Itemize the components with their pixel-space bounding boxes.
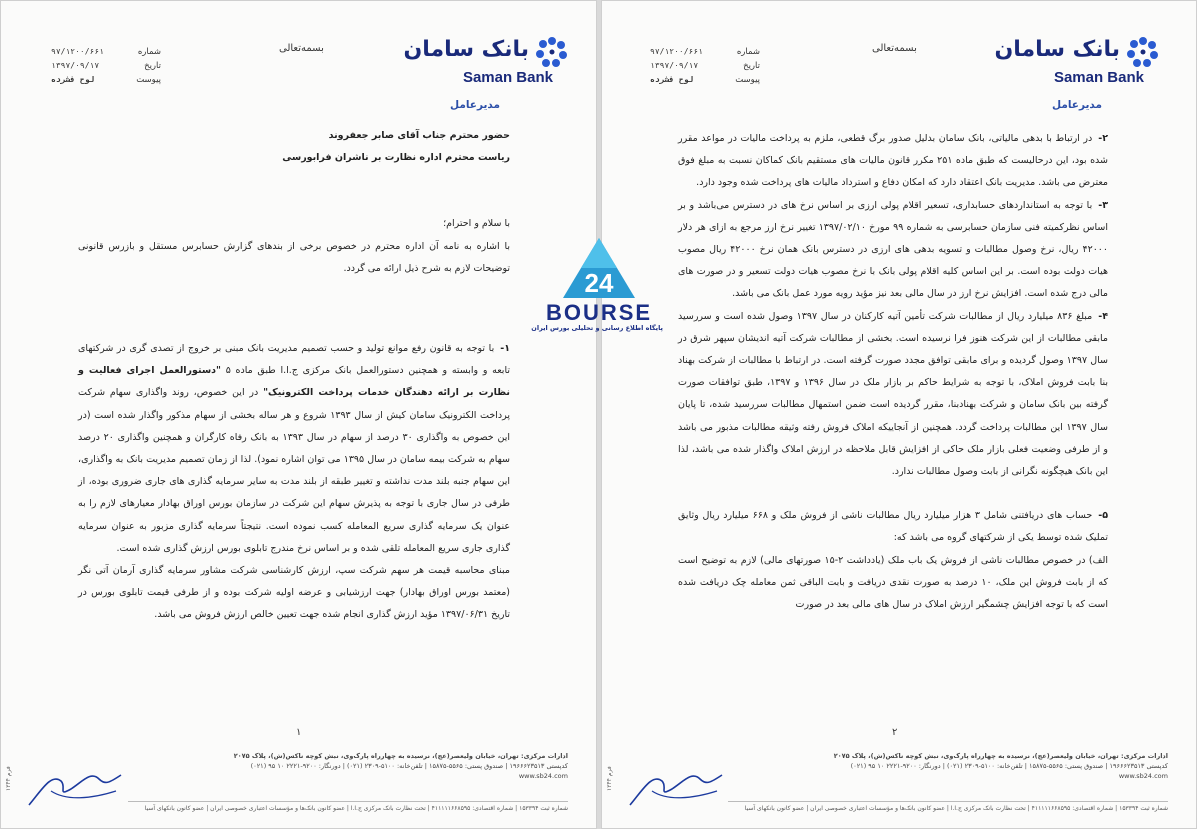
item-text: در این خصوص، روند واگذاری سهام شرکت پرداخت الکترونیک سامان کیش از سال ۱۳۹۳ شروع و هر ساله بخشی از سهام مذکور واگذار شده است (در این خصوص به واگذاری ۳۰ درصد از سهام در سال ۱۳۹۳ به بانک رفاه کارگران و همچنین واگذاری ۲۰ درصد سهام به شرکت بیمه سامان در سال ۱۳۹۵ می توان اشاره نمود). لذا از زمان تصمیم مدیریت بانک به واگذاری، این سهام جنبه بلند مدت نداشته و تغییر طبقه از بلند مدت به سایر سرمایه گذاری های جاری ضروری بوده، از طرفی در سال جاری با توجه به پذیرش سهام این شرکت در سازمان بورس اوراق بهادار معیارهای لازم را به عنوان یک سرمایه گذاری سریع المعامله کسب نموده است. نتیجتاً سرمایه گذاری مزبور به عنوان سرمایه گذاری جاری سریع المعامله تلقی شده و بر اساس نرخ مندرج تابلوی بورس ارزش گذاری شده است.: [78, 387, 510, 554]
bank-name-en: Saman Bank: [1053, 69, 1144, 86]
footer-contact: کدپستی ۱۹۶۶۶۲۳۵۱۳ | صندوق پستی: ۵۵۶۵-۱۵۸۷۵ | تلفن‌خانه: ۵۱۰۰-۲۳۰۹ (۰۲۱) | دورنگار: ۹۲۰۰-۲۲۲۱ ۱۰ ۹۵ (۰۲۱): [250, 762, 568, 770]
letter-meta: [51, 45, 161, 87]
letter-page-2: [601, 0, 1197, 829]
letter-attachment: لوح فشرده: [650, 75, 694, 84]
watermark-word: BOURSE: [545, 300, 653, 325]
item-number: ۵-: [1098, 510, 1108, 522]
item-text: با توجه به استانداردهای حسابداری، تسعیر اقلام پولی ارزی بر اساس نرخ های در دسترس می‌باشد و بر اساس نظرکمیته فنی سازمان حسابرسی به شماره ۹۹ مورخ ۱۳۹۷/۰۲/۱۰ تغییر نرخ ارز مرجع به ازای هر دلار ۴۲۰۰۰ ریال، نرخ وصول مطالبات و تسویه بدهی های ارزی در دسترس بانک همان نرخ ۴۲۰۰۰ ریال مصوب هیات دولت بوده است. بر این اساس کلیه اقلام پولی بانک با نرخ مصوب هیات دولت تسعیر و در صورت های مالی درج شده است. افزایش نرخ ارز در سال مالی بعد نیز مؤید رویه مورد عمل بانک می باشد.: [678, 199, 1108, 300]
page-number: ۱: [296, 727, 302, 738]
item-text: مبلغ ۸۳۶ میلیارد ریال از مطالبات شرکت تأمین آتیه کارکنان در سال ۱۳۹۷ وصول شده است و سررسید مابقی مطالبات از این شرکت هنوز فرا نرسیده است. بخشی از مطالبات شرکت آتیه اندیشان سپهر شرق در سال ۱۳۹۷ وصول گردیده و برای مابقی توافق مجدد صورت گرفته است. در ارتباط با مطالبات از شرکت بهناد بنا بابت فروش املاک، با توجه به شرایط حاکم بر بازار ملک در سال ۱۳۹۶ و ۱۳۹۷، طبق توافقات صورت گرفته بین بانک سامان و شرکت بهنادبنا، مقرر گردیده است ضمن استمهال مطالبات سررسید شده، تا پایان سال ۱۳۹۷ این مطالبات پرداخت گردد. همچنین از آنجاییکه املاک فروش رفته وثیقه مطالبات مذبور می باشد و از طرفی وضعیت فعلی بازار ملک حاکی از افزایش قابل ملاحظه در ارزش املاک واگذار شده می باشد، لذا این بانک هیچگونه نگرانی از بابت وصول مطالبات ندارد.: [678, 310, 1108, 478]
list-item-1: [78, 338, 510, 560]
number-label: شماره: [736, 47, 760, 57]
item-text: حساب های دریافتنی شامل ۳ هزار میلیارد ریال مطالبات ناشی از فروش ملک و ۶۶۸ میلیارد ریال وثایق تملیک شده توسط یکی از شرکتهای گروه می باشد که:: [678, 510, 1108, 544]
item-text: با توجه به قانون رفع موانع تولید و حسب تصمیم مدیریت بانک مبنی بر خروج از تصدی گری در شرکتهای تابعه و وابسته و همچنین دستورالعمل بانک مرکزی ج.ا.ا طبق ماده ۵: [78, 343, 510, 377]
footer-address: ادارات مرکزی: تهران، خیابان ولیعصر(عج)، نرسیده به چهارراه پارک‌وی، نبش کوچه ناکس(ش)، پلاک ۲۰۷۵: [833, 752, 1168, 760]
footer-contact: کدپستی ۱۹۶۶۶۲۳۵۱۳ | صندوق پستی: ۵۵۶۵-۱۵۸۷۵ | تلفن‌خانه: ۵۱۰۰-۲۳۰۹ (۰۲۱) | دورنگار: ۹۲۰۰-۲۲۲۱ ۱۰ ۹۵ (۰۲۱): [850, 762, 1168, 770]
item-number: ۱-: [500, 343, 510, 355]
bank-name-fa: بانک سامان: [994, 37, 1120, 62]
letter-number: ۹۷/۱۲۰۰/۶۶۱: [51, 47, 104, 56]
letter-date: ۱۳۹۷/۰۹/۱۷: [51, 61, 100, 70]
bourse24-triangle-icon: [535, 236, 663, 300]
item-text-bold: "دستورالعمل اجرای فعالیت و نظارت بر ارائه دهندگان خدمات پرداخت الکترونیک": [78, 365, 510, 399]
basmala: بسمه‌تعالی: [872, 43, 917, 54]
list-item-4: [678, 306, 1108, 484]
item-number: ۳-: [1098, 199, 1108, 211]
footer: [728, 751, 1168, 781]
addressee-line-2: ریاست محترم اداره نظارت بر ناشران فرابورسی: [282, 152, 510, 164]
addressee-line-1: حضور محترم جناب آقای صابر جعفروند: [328, 130, 510, 141]
list-item-5: [678, 505, 1108, 549]
footer: [128, 751, 568, 781]
list-item-5a: الف) در خصوص مطالبات ناشی از فروش یک باب ملک (یادداشت ۲-۱۵ صورتهای مالی) لازم به توضیح است که از بابت فروش این ملک، ۱۰ درصد به صورت نقدی دریافت و بابت الباقی ثمن معامله چک دریافت شده است که با توجه افزایش چشمگیر ارزش املاک در سال های مالی بعد در صورت: [678, 554, 1109, 611]
bank-logo: [399, 35, 569, 95]
footer-website: www.sb24.com: [1118, 772, 1168, 780]
footer-registration: شماره ثبت ۱۵۳۳۹۴ | شماره اقتصادی: ۴۱۱۱۱۱۶۶۸۵۹۵ | تحت نظارت بانک مرکزی ج.ا.ا | عضو کانون بانک‌ها و مؤسسات اعتباری خصوصی ایران | عضو کانون بانکهای آسیا: [728, 801, 1168, 812]
footer-address: ادارات مرکزی: تهران، خیابان ولیعصر(عج)، نرسیده به چهارراه پارک‌وی، نبش کوچه ناکس(ش)، پلاک ۲۰۷۵: [233, 752, 568, 760]
letter-body-page-2: [678, 128, 1108, 616]
letter-number: ۹۷/۱۲۰۰/۶۶۱: [650, 47, 703, 56]
letter-body-page-1: [78, 125, 510, 627]
watermark-tagline: پایگاه اطلاع رسانی و تحلیلی بورس ایران: [531, 324, 663, 332]
signature: [21, 761, 131, 811]
attachment-label: پیوست: [136, 75, 161, 85]
letter-attachment: لوح فشرده: [51, 75, 95, 84]
date-label: تاریخ: [743, 61, 760, 71]
item-number: ۲-: [1098, 133, 1108, 144]
list-item-3: [678, 195, 1108, 306]
intro-paragraph: با اشاره به نامه آن اداره محترم در خصوص برخی از بندهای گزارش حسابرس مستقل و بازرس قانونی توضیحات لازم به شرح ذیل ارائه می گردد.: [78, 240, 510, 274]
number-label: شماره: [137, 47, 161, 57]
letter-page-1: [0, 0, 597, 829]
bank-name-fa: بانک سامان: [403, 37, 529, 62]
signature: [622, 761, 732, 811]
list-item-2: [678, 128, 1108, 195]
footer-website: www.sb24.com: [518, 772, 568, 780]
item-number: ۴-: [1098, 310, 1109, 322]
form-stamp: فرم ۱۳۴۴: [5, 766, 12, 791]
footer-registration: شماره ثبت ۱۵۳۳۹۴ | شماره اقتصادی: ۴۱۱۱۱۱۶۶۸۵۹۵ | تحت نظارت بانک مرکزی ج.ا.ا | عضو کانون بانک‌ها و مؤسسات اعتباری خصوصی ایران | عضو کانون بانکهای آسیا: [128, 801, 568, 812]
sender-title: مدیرعامل: [449, 99, 500, 111]
bourse24-watermark: [531, 236, 663, 336]
saman-flower-icon: [1126, 35, 1160, 69]
attachment-label: پیوست: [735, 75, 760, 85]
saman-flower-icon: [535, 35, 569, 69]
watermark-number: 24: [584, 268, 614, 298]
date-label: تاریخ: [144, 61, 161, 71]
sender-title: مدیرعامل: [1051, 99, 1102, 111]
form-stamp: فرم ۱۳۴۴: [606, 766, 613, 791]
page-number: ۲: [892, 727, 898, 738]
letter-meta: [650, 45, 760, 87]
letter-date: ۱۳۹۷/۰۹/۱۷: [650, 61, 699, 70]
greeting: با سلام و احترام؛: [443, 218, 510, 230]
basmala: بسمه‌تعالی: [279, 43, 324, 54]
bank-name-en: Saman Bank: [462, 69, 553, 86]
bank-logo: [990, 35, 1160, 95]
item-text: در ارتباط با بدهی مالیاتی، بانک سامان بدلیل صدور برگ قطعی، ملزم به پرداخت مالیات در مواعد مقرر شده بود، این درحالیست که طبق ماده ۲۵۱ مکرر قانون مالیات های مستقیم بانک کماکان نسبت به مبلغ فوق معترض می باشد. مدیریت بانک اعتقاد دارد که امکان دفاع و استرداد مالیات های پرداخت شده وجود دارد.: [678, 133, 1108, 189]
list-item-1-continued: مبنای محاسبه قیمت هر سهم شرکت سپ، ارزش کارشناسی شرکت مشاور سرمایه گذاری آرمان آتی نگر (معتمد بورس اوراق بهادار) جهت ارزشیابی و عرضه اولیه شرکت بوده و از طرفی قیمت تابلوی بورس در تاریخ ۱۳۹۷/۰۶/۳۱ مؤید ارزش گذاری انجام شده جهت تعیین خالص ارزش فروش می باشد.: [78, 565, 510, 621]
